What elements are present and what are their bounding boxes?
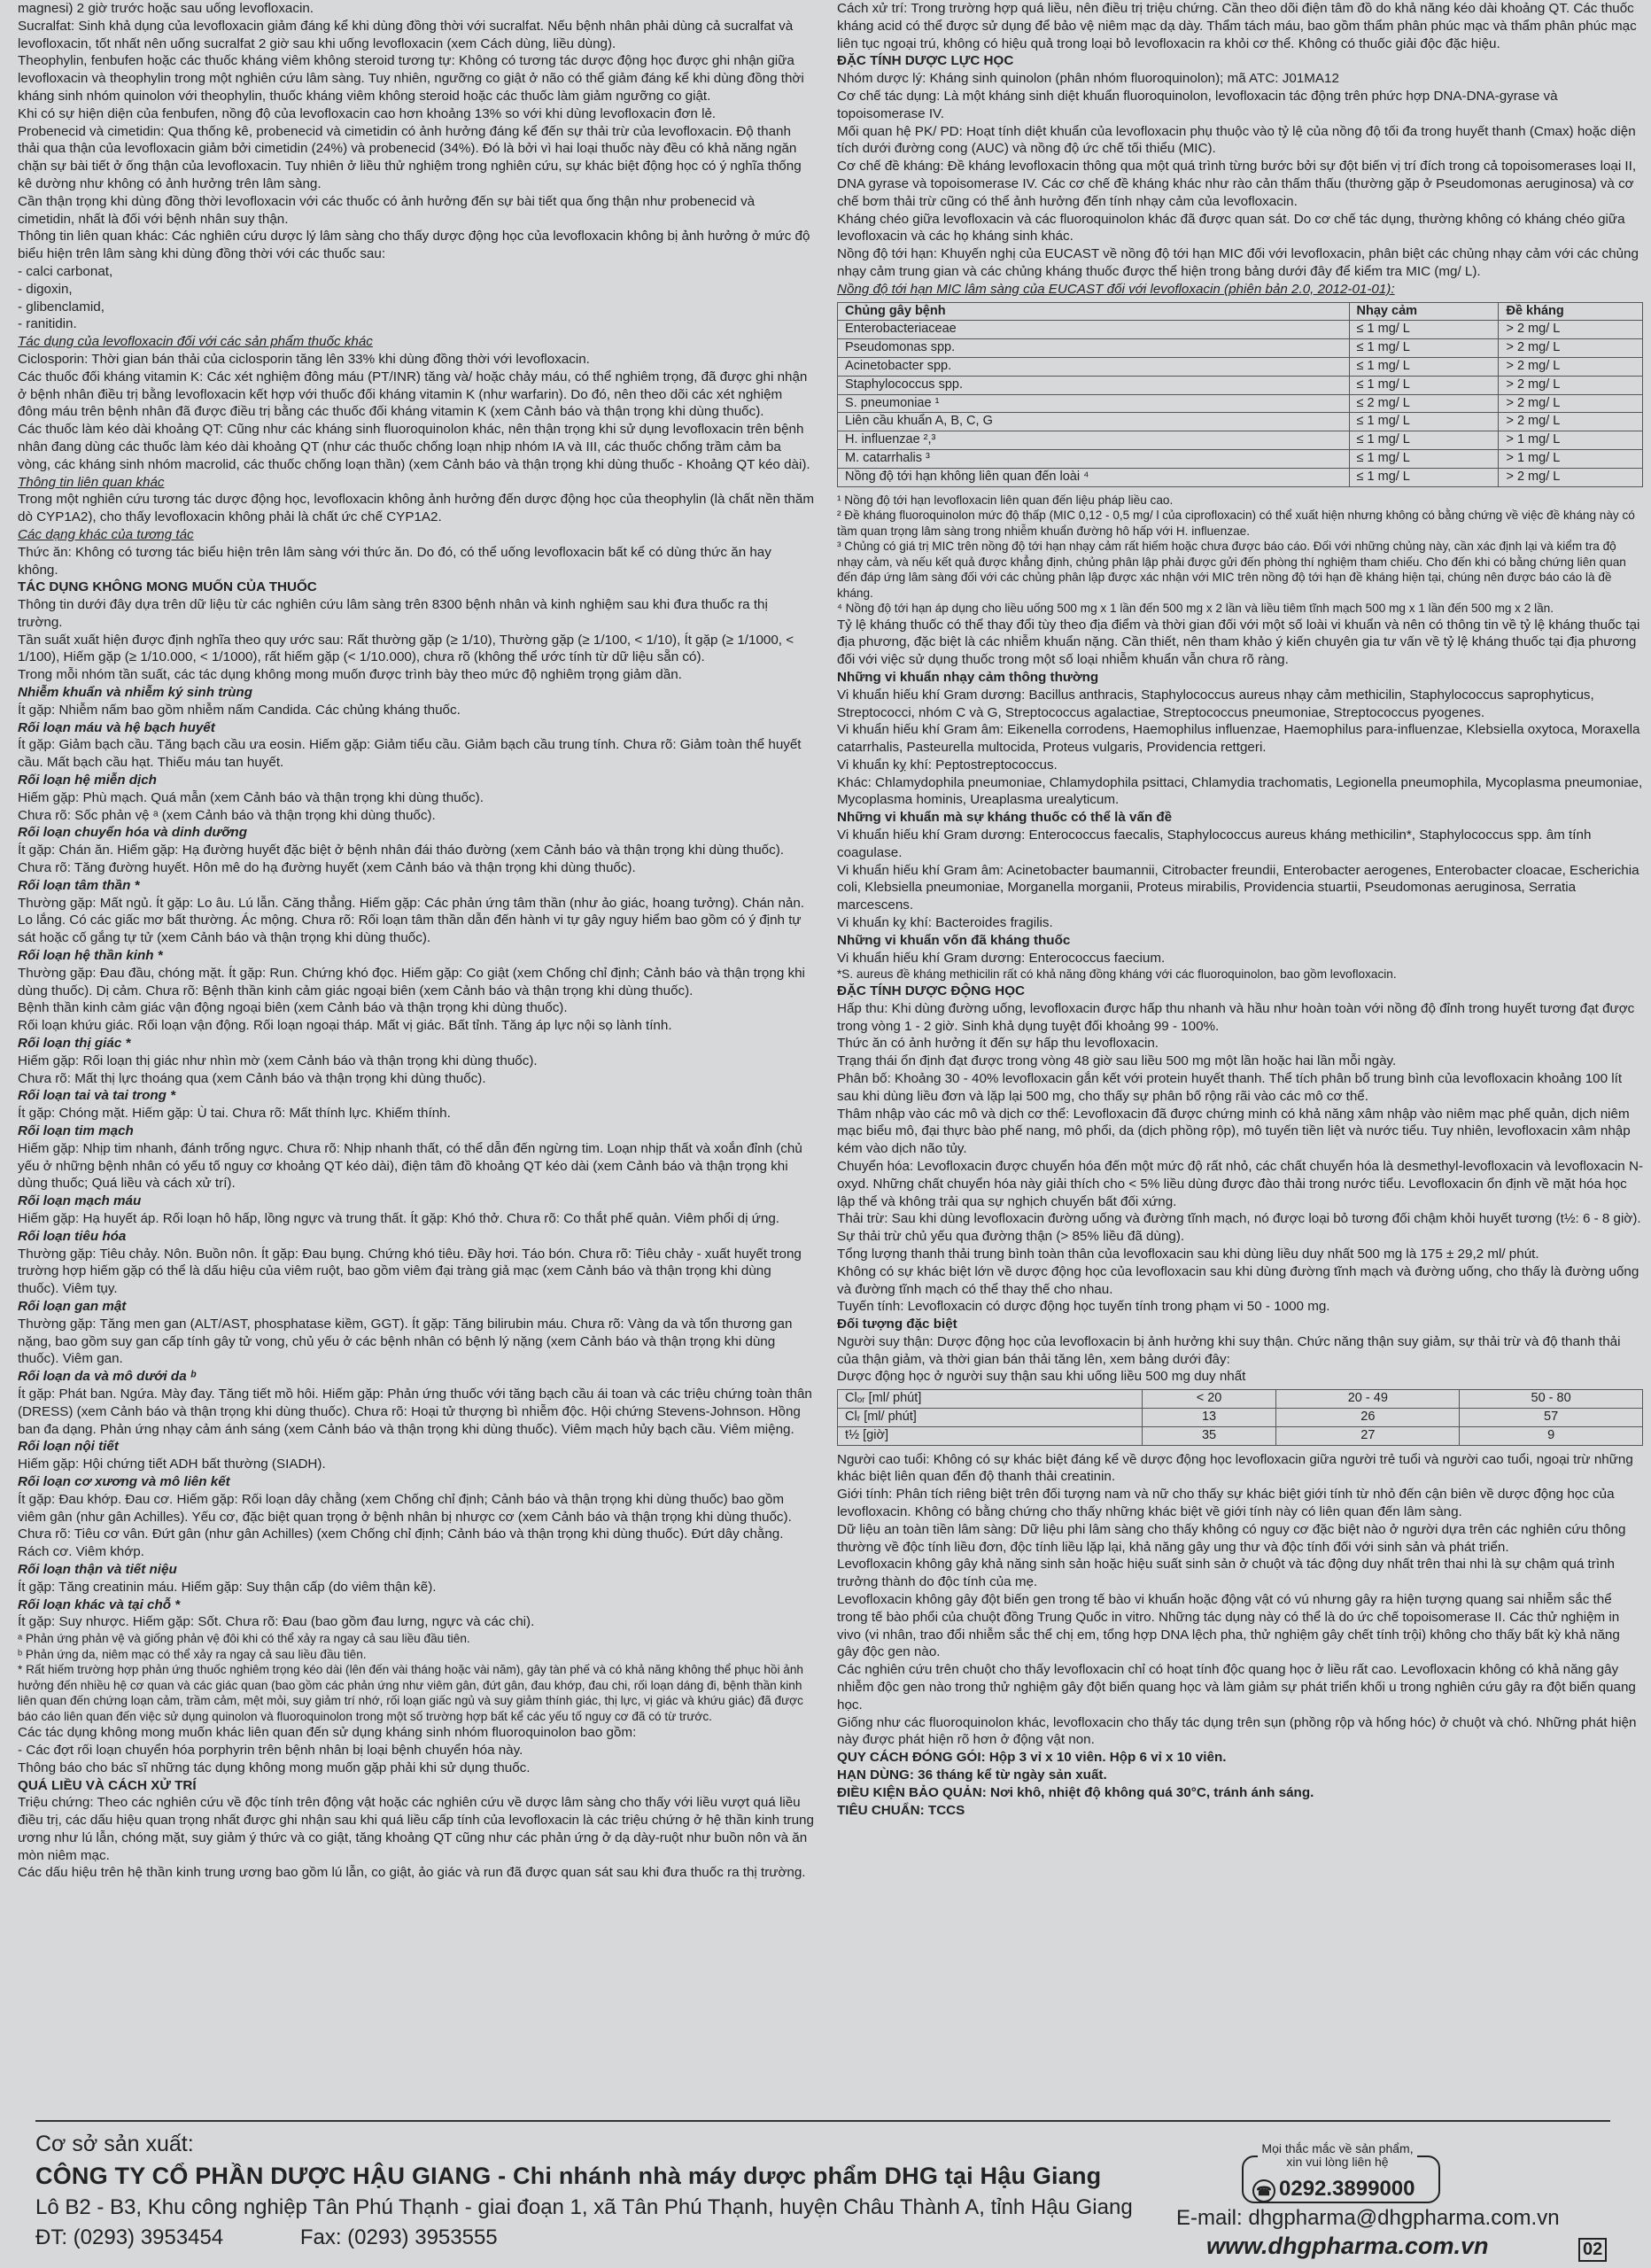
footnote: ⁴ Nồng độ tới hạn áp dụng cho liều uống 500 mg x 1 lần đến 500 mg x 2 lần và liều tiêm tĩnh mạch 500 mg x 1 lần đến 500 mg x 2 lần. [837,602,1554,616]
table-row [838,357,1643,376]
text-paragraph: Sucralfat: Sinh khả dụng của levofloxacin giảm đáng kể khi dùng đồng thời với sucralfat. Nếu bệnh nhân phải dùng cả sucralfat và levofloxacin, tốt nhất nên uống sucralfat 2 giờ sau khi uống levofloxacin (xem Cách dùng, liều dùng). [18,18,794,51]
text-paragraph: Ít gặp: Chán ăn. Hiếm gặp: Hạ đường huyết đặc biệt ở bệnh nhân đái tháo đường (xem Cảnh báo và thận trọng khi dùng thuốc). Chưa rõ: Tăng đường huyết. Hôn mê do hạ đường huyết (xem Cảnh báo và thận trọng khi dùng thuốc). [18,843,784,876]
text-paragraph: Khi có sự hiện diện của fenbufen, nồng độ của levofloxacin cao hơn khoảng 13% so với khi dùng levofloxacin đơn lẻ. [18,105,717,121]
text-paragraph: Ít gặp: Đau khớp. Đau cơ. Hiếm gặp: Rối loạn dây chằng (xem Chống chỉ định; Cảnh báo và thận trọng khi dùng thuốc) bao gồm viêm gân (như gân Achilles). Yếu cơ, đặc biệt quan trọng ở bệnh nhân bị nhược cơ (xem Cảnh báo và thận trọng khi dùng thuốc). Chưa rõ: Tiêu cơ vân. Đứt gân (như gân Achilles) (xem Chống chỉ định; Cảnh báo và thận trọng khi dùng thuốc). Đứt dây chằng. Rách cơ. Viêm khớp. [18,1491,792,1560]
table-cell: Clₒᵣ [ml/ phút] [838,1390,1143,1409]
phone-icon: ☎ [1252,2179,1275,2202]
text-paragraph: Thường gặp: Tiêu chảy. Nôn. Buồn nôn. Ít gặp: Đau bụng. Chứng khó tiêu. Đầy hơi. Táo bón. Chưa rõ: Tiêu chảy - xuất huyết trong trường hợp hiếm gặp có thể là dấu hiệu của viêm ruột, bao gồm viêm đại tràng giả mạc (xem Cảnh báo và thận trọng khi dùng thuốc). Viêm tụy. [18,1246,802,1297]
text-paragraph: Dữ liệu an toàn tiền lâm sàng: Dữ liệu phi lâm sàng cho thấy không có nguy cơ đặc biệt nào ở người dựa trên các nghiên cứu thông thường về độc tính liều đơn, độc tính liều lặp lại, khả năng gây ung thư và độc tính đối với sinh sản và phát triển. [837,1521,1626,1555]
category-heading: Rối loạn mạch máu [18,1193,142,1209]
phone-number: ĐT: (0293) 3953454 [35,2225,224,2249]
packaging-info: QUY CÁCH ĐÓNG GÓI: Hộp 3 vỉ x 10 viên. Hộp 6 vỉ x 10 viên. [837,1750,1227,1766]
category-heading: Rối loạn gan mật [18,1298,127,1314]
text-paragraph: Các thuốc làm kéo dài khoảng QT: Cũng như các kháng sinh fluoroquinolon khác, nên thận trọng khi sử dụng levofloxacin trên bệnh nhân đang dùng các thuốc làm kéo dài khoảng QT (như các thuốc chống loạn nhịp nhóm IA và III, các thuốc chống trầm cảm ba vòng, các kháng sinh nhóm macrolid, các thuốc chống loạn thần) (xem Cảnh báo và thận trọng khi dùng thuốc - Khoảng QT kéo dài). [18,422,810,472]
text-paragraph: Chưa rõ: Sốc phản vệ ᵃ (xem Cảnh báo và thận trọng khi dùng thuốc). [18,807,436,823]
table-caption: Nồng độ tới hạn MIC lâm sàng của EUCAST đối với levofloxacin (phiên bản 2.0, 2012-01-01): [837,281,1395,297]
subsection-title: Những vi khuẩn nhạy cảm thông thường [837,669,1099,685]
text-paragraph: Các nghiên cứu trên chuột cho thấy levofloxacin chỉ có hoạt tính độc quang học ở liều rất cao. Levofloxacin không có khả năng gây nhiễm độc gen nào trong thử nghiệm gây đột biến quang học và làm giảm sự phát triển khối u trong nghiên cứu gây ra đột biến quang học. [837,1662,1636,1713]
mic-breakpoint-table [837,302,1643,487]
text-paragraph: Thông tin dưới đây dựa trên dữ liệu từ các nghiên cứu lâm sàng trên 8300 bệnh nhân và kinh nghiệm sau khi đưa thuốc ra thị trường. [18,597,768,630]
text-paragraph: Khác: Chlamydophila pneumoniae, Chlamydophila psittaci, Chlamydia trachomatis, Legionella pneumophila, Mycoplasma pneumoniae, Mycoplasma hominis, Ureaplasma urealyticum. [837,774,1643,808]
footnote: ᵃ Phản ứng phản vệ và giống phản vệ đôi khi có thể xảy ra ngay cả sau liều đầu tiên. [18,1632,470,1646]
text-paragraph: Nhóm dược lý: Kháng sinh quinolon (phân nhóm fluoroquinolon); mã ATC: J01MA12 [837,71,1339,87]
text-paragraph: - Các đợt rối loạn chuyển hóa porphyrin trên bệnh nhân bị loại bệnh chuyển hóa này. [18,1742,523,1758]
table-row [838,321,1643,339]
footnote: ² Đề kháng fluoroquinolon mức độ thấp (MIC 0,12 - 0,5 mg/ l của ciprofloxacin) có thể xuất hiện nhưng không có bằng chứng về việc đề kháng này có tầm quan trọng lâm sàng trong nhiễm khuẩn đường hô hấp với H. influenzae. [837,509,1635,538]
text-paragraph: Thường gặp: Đau đầu, chóng mặt. Ít gặp: Run. Chứng khó đọc. Hiếm gặp: Co giật (xem Chống chỉ định; Cảnh báo và thận trọng khi dùng thuốc). Dị cảm. Chưa rõ: Bệnh thần kinh cảm giác ngoại biên (xem Cảnh báo và thận trọng khi dùng thuốc). [18,965,805,998]
company-name: CÔNG TY CỔ PHẦN DƯỢC HẬU GIANG - Chi nhánh nhà máy dược phẩm DHG tại Hậu Giang [35,2163,1102,2189]
text-paragraph: Hiếm gặp: Phù mạch. Quá mẫn (xem Cảnh báo và thận trọng khi dùng thuốc). [18,789,484,805]
hotline-note: Mọi thắc mắc về sản phẩm, xin vui lòng liên hệ [1258,2142,1417,2169]
text-paragraph: Hiếm gặp: Rối loạn thị giác như nhìn mờ (xem Cảnh báo và thận trọng khi dùng thuốc). [18,1052,538,1068]
table-cell: > 1 mg/ L [1499,431,1643,450]
text-paragraph: Tuyến tính: Levofloxacin có dược động học tuyến tính trong phạm vi 50 - 1000 mg. [837,1299,1330,1315]
text-paragraph: Giới tính: Phân tích riêng biệt trên đối tượng nam và nữ cho thấy sự khác biệt giới tính từ nhỏ đến cận biên về dược động học của levofloxacin. Không có bằng chứng cho thấy những khác biệt về giới tính này có liên quan đến lâm sàng. [837,1487,1615,1520]
table-cell: ≤ 1 mg/ L [1349,413,1499,431]
hotline [1252,2177,1415,2202]
text-paragraph: Ít gặp: Chóng mặt. Hiếm gặp: Ù tai. Chưa rõ: Mất thính lực. Khiếm thính. [18,1106,451,1122]
text-paragraph: Cách xử trí: Trong trường hợp quá liều, nên điều trị triệu chứng. Cần theo dõi điện tâm đồ do khả năng kéo dài khoảng QT. Các thuốc kháng acid có thể được sử dụng để bảo vệ niêm mạc dạ dày. Thẩm tách máu, bao gồm thẩm phân phúc mạc và thẩm phân phúc mạc liên tục ngoại trú, không có hiệu quả trong loại bỏ levofloxacin ra khỏi cơ thể. Không có thuốc giải độc đặc hiệu. [837,1,1637,51]
hotline-number: 0292.3899000 [1279,2177,1415,2201]
text-paragraph: Trong mỗi nhóm tần suất, các tác dụng không mong muốn được trình bày theo mức độ nghiêm trọng giảm dần. [18,667,682,683]
left-column [18,0,815,1882]
text-paragraph: Các tác dụng không mong muốn khác liên quan đến sử dụng kháng sinh nhóm fluoroquinolon bao gồm: [18,1725,637,1741]
category-heading: Rối loạn thị giác * [18,1036,131,1052]
table-cell: > 1 mg/ L [1499,449,1643,468]
subsection-title: Thông tin liên quan khác [18,474,165,490]
table-cell: ≤ 1 mg/ L [1349,376,1499,394]
category-heading: Rối loạn hệ thần kinh * [18,948,163,964]
text-paragraph: Triệu chứng: Theo các nghiên cứu về độc tính trên động vật hoặc các nghiên cứu về dược lâm sàng cho thấy với liều vượt quá liều điều trị, các dấu hiệu quan trọng nhất được ghi nhận sau khi quá liều cấp tính của levofloxacin là các triệu chứng ở hệ thần kinh trung ương như lú lẫn, chóng mặt, suy giảm ý thức và co giật, tăng khoảng QT cũng như các phản ứng ở dạ dày-ruột như buồn nôn và ăn mòn niêm mạc. [18,1795,814,1863]
section-heading: ĐẶC TÍNH DƯỢC LỰC HỌC [837,53,1014,69]
table-cell: 20 - 49 [1276,1390,1460,1409]
text-paragraph: Nồng độ tới hạn: Khuyến nghị của EUCAST về nồng độ tới hạn MIC đối với levofloxacin, phân biệt các chủng nhạy cảm với các chủng nhạy cảm trung gian và các chủng kháng thuốc được thể hiện trong bảng dưới đây để kiểm tra MIC (mg/ L). [837,246,1639,279]
text-paragraph: Thải trừ: Sau khi dùng levofloxacin đường uống và đường tĩnh mạch, nó được loại bỏ tương đối chậm khỏi huyết tương (t½: 6 - 8 giờ). Sự thải trừ chủ yếu qua đường thận (> 85% liều đã dùng). [837,1211,1641,1245]
text-paragraph: Ciclosporin: Thời gian bán thải của ciclosporin tăng lên 33% khi dùng đồng thời với levofloxacin. [18,351,590,367]
table-cell: > 2 mg/ L [1499,321,1643,339]
table-cell: 35 [1142,1426,1276,1445]
table-cell: ≤ 1 mg/ L [1349,431,1499,450]
text-paragraph: Phân bố: Khoảng 30 - 40% levofloxacin gắn kết với protein huyết thanh. Thể tích phân bố trung bình của levofloxacin khoảng 100 lít sau khi dùng liều đơn và lặp lại 500 mg, cho thấy sự phân bố rộng rãi vào các mô cơ thể. [837,1070,1623,1104]
text-paragraph: Cần thận trọng khi dùng đồng thời levofloxacin với các thuốc có ảnh hưởng đến sự bài tiết qua ống thận như probenecid và cimetidin, nhất là đối với bệnh nhân suy thận. [18,193,756,227]
table-cell: t½ [giờ] [838,1426,1143,1445]
category-heading: Rối loạn thận và tiết niệu [18,1561,177,1577]
storage-info: ĐIỀU KIỆN BẢO QUẢN: Nơi khô, nhiệt độ không quá 30°C, tránh ánh sáng. [837,1784,1314,1800]
table-cell: 50 - 80 [1460,1390,1643,1409]
text-paragraph: Người suy thận: Dược động học của levofloxacin bị ảnh hưởng khi suy thận. Chức năng thận suy giảm, sự thải trừ và độ thanh thải của thận giảm, và thời gian bán thải tăng lên, xem bảng dưới đây: [837,1333,1621,1367]
text-paragraph: Rối loạn khứu giác. Rối loạn vận động. Rối loạn ngoại tháp. Mất vị giác. Bất tỉnh. Tăng áp lực nội sọ lành tính. [18,1018,672,1034]
table-cell: > 2 mg/ L [1499,394,1643,413]
category-heading: Rối loạn da và mô dưới da ᵇ [18,1369,197,1385]
section-heading: TÁC DỤNG KHÔNG MONG MUỐN CỦA THUỐC [18,579,317,595]
text-paragraph: Bệnh thần kinh cảm giác vận động ngoại biên (xem Cảnh báo và thận trọng khi dùng thuốc). [18,1000,568,1016]
text-paragraph: Các dấu hiệu trên hệ thần kinh trung ương bao gồm lú lẫn, co giật, ảo giác và run đã được quan sát sau khi đưa thuốc ra thị trường. [18,1865,806,1881]
category-heading: Rối loạn khác và tại chỗ * [18,1596,181,1612]
page-number: 02 [1578,2238,1607,2262]
producer-label: Cơ sở sản xuất: [35,2132,194,2156]
text-paragraph: Vi khuẩn hiếu khí Gram dương: Enterococcus faecium. [837,950,1166,966]
table-cell: > 2 mg/ L [1499,357,1643,376]
table-cell: 9 [1460,1426,1643,1445]
text-paragraph: Thâm nhập vào các mô và dịch cơ thể: Levofloxacin đã được chứng minh có khả năng xâm nhập vào niêm mạc phế quản, dịch niêm mạc biểu mô, đại thực bào phế nang, mô phổi, da (dịch phồng rộp), mô tuyến tiền liệt và nước tiểu. Tuy nhiên, levofloxacin xâm nhập kém vào dịch não tủy. [837,1106,1631,1157]
table-cell: ≤ 1 mg/ L [1349,321,1499,339]
table-row [838,1409,1643,1427]
right-column [837,0,1643,1819]
footnote: ᵇ Phản ứng da, niêm mạc có thể xảy ra ngay cả sau liều đầu tiên. [18,1647,367,1661]
table-header: Đề kháng [1499,302,1643,321]
text-paragraph: Ít gặp: Tăng creatinin máu. Hiếm gặp: Suy thận cấp (do viêm thận kẽ). [18,1579,437,1595]
subsection-title: Các dạng khác của tương tác [18,526,194,542]
subsection-title: Tác dụng của levofloxacin đối với các sản phẩm thuốc khác [18,334,373,350]
table-cell: Liên cầu khuẩn A, B, C, G [838,413,1350,431]
text-paragraph: Hiếm gặp: Hạ huyết áp. Rối loạn hô hấp, lồng ngực và trung thất. Ít gặp: Khó thở. Chưa rõ: Co thắt phế quản. Viêm phổi dị ứng. [18,1210,779,1226]
text-paragraph: Levofloxacin không gây khả năng sinh sản hoặc hiệu suất sinh sản ở chuột và tác động duy nhất trên thai nhi là sự chậm quá trình trưởng thành do độc tính của mẹ. [837,1557,1615,1590]
text-paragraph: Cơ chế đề kháng: Đề kháng levofloxacin thông qua một quá trình từng bước bởi sự đột biến vị trí đích trong cả topoisomerases loại II, DNA gyrase và topoisomerase IV. Các cơ chế đề kháng khác như rào cản thấm thấu (thường gặp ở Pseudomonas aeruginosa) và cơ chế bơm thải trừ cũng có thể ảnh hưởng đến tính nhạy cảm của levofloxacin. [837,159,1637,209]
text-paragraph: Vi khuẩn hiếu khí Gram âm: Eikenella corrodens, Haemophilus influenzae, Haemophilus para-influenzae, Klebsiella oxytoca, Moraxella catarrhalis, Pasteurella multocida, Proteus vulgaris, Providencia rettgeri. [837,722,1640,756]
category-heading: Rối loạn tiêu hóa [18,1228,127,1244]
text-paragraph: Ít gặp: Phát ban. Ngứa. Mày đay. Tăng tiết mồ hôi. Hiếm gặp: Phản ứng thuốc với tăng bạch cầu ái toan và các triệu chứng toàn thân (DRESS) (xem Cảnh báo và thận trọng khi dùng thuốc). Chưa rõ: Hoại tử thượng bì nhiễm độc. Hội chứng Stevens-Johnson. Hồng ban đa dạng. Phản ứng nhạy cảm ánh sáng (xem Cảnh báo và thận trọng khi dùng thuốc). Viêm mạch hủy bạch cầu. Viêm miệng. [18,1386,812,1437]
footnote: * Rất hiếm trường hợp phản ứng thuốc nghiêm trọng kéo dài (lên đến vài tháng hoặc vài năm), gây tàn phế và có khả năng không thể phục hồi ảnh hưởng đến nhiều hệ cơ quan và các giác quan (bao gồm các phản ứng như viêm gân, đứt gân, đau khớp, đau chi, rối loạn dáng đi, bệnh thần kinh liên quan đến chứng loạn cảm, trầm cảm, mệt mỏi, suy giảm trí nhớ, rối loạn giấc ngủ và suy giảm thính giác, thị lực, vị giác và khứu giác) đã được báo cáo liên quan đến việc sử dụng quinolon và fluoroquinolon trong một số trường hợp bất kể các yếu tố nguy cơ đã có từ trước. [18,1663,803,1723]
text-paragraph: Các thuốc đối kháng vitamin K: Các xét nghiệm đông máu (PT/INR) tăng và/ hoặc chảy máu, có thể nghiêm trọng, đã được ghi nhận ở bệnh nhân điều trị bằng levofloxacin kết hợp với thuốc đối kháng vitamin K (như warfarin). Do đó, nên theo dõi các xét nghiệm đông máu trên bệnh nhân đã được điều trị bằng các thuốc đối kháng vitamin K (xem Cảnh báo và thận trọng khi dùng thuốc). [18,369,808,420]
table-header: Nhạy cảm [1349,302,1499,321]
text-paragraph: Không có sự khác biệt lớn về dược động học của levofloxacin sau khi dùng đường tĩnh mạch và đường uống, cho thấy là đường uống và đường tĩnh mạch có thể thay thế cho nhau. [837,1263,1639,1297]
text-paragraph: Người cao tuổi: Không có sự khác biệt đáng kể về dược động học levofloxacin giữa người trẻ tuổi và người cao tuổi, ngoại trừ những khác biệt liên quan đến độ thanh thải creatinin. [837,1451,1633,1485]
text-paragraph: Hiếm gặp: Hội chứng tiết ADH bất thường (SIADH). [18,1456,326,1472]
table-header: Chủng gây bệnh [838,302,1350,321]
table-cell: Enterobacteriaceae [838,321,1350,339]
table-row [838,376,1643,394]
text-paragraph: magnesi) 2 giờ trước hoặc sau uống levofloxacin. [18,1,314,16]
table-cell: ≤ 1 mg/ L [1349,357,1499,376]
subsection-title: Những vi khuẩn mà sự kháng thuốc có thể là vấn đề [837,810,1173,826]
standard-info: TIÊU CHUẨN: TCCS [837,1802,965,1818]
shelf-life-info: HẠN DÙNG: 36 tháng kể từ ngày sản xuất. [837,1767,1107,1783]
text-paragraph: Vi khuẩn kỵ khí: Peptostreptococcus. [837,757,1058,773]
contact-numbers [35,2225,569,2250]
table-cell: S. pneumoniae ¹ [838,394,1350,413]
table-row [838,339,1643,358]
text-paragraph: Thông tin liên quan khác: Các nghiên cứu dược lý lâm sàng cho thấy dược động học của levofloxacin không bị ảnh hưởng ở mức độ biểu hiện trên lâm sàng khi dùng đồng thời với các thuốc sau: [18,229,810,262]
category-heading: Rối loạn nội tiết [18,1439,119,1455]
footnote: ³ Chủng có giá trị MIC trên nồng độ tới hạn nhạy cảm rất hiếm hoặc chưa được báo cáo. Đối với những chủng này, cần xác định lại và kiểm tra độ nhạy cảm, và nếu kết quả được khẳng định, chủng phân lập phải được gửi đến phòng thí nghiệm tham chiếu. Cho đến khi có bằng chứng liên quan đến đáp ứng lâm sàng đối với các chủng phân lập được xác nhận với MIC trên nồng độ tới hạn đề kháng hiện tại, chúng nên được báo cáo là đề kháng. [837,540,1626,600]
text-paragraph: Mối quan hệ PK/ PD: Hoạt tính diệt khuẩn của levofloxacin phụ thuộc vào tỷ lệ của nồng độ tối đa trong huyết thanh (Cmax) hoặc diện tích dưới đường cong (AUC) và nồng độ ức chế tối thiểu (MIC). [837,123,1636,157]
table-cell: ≤ 1 mg/ L [1349,449,1499,468]
text-paragraph: Chuyển hóa: Levofloxacin được chuyển hóa đến một mức độ rất nhỏ, các chất chuyển hóa là desmethyl-levofloxacin và levofloxacin N-oxyd. Những chất chuyển hóa này giải thích cho < 5% liều dùng được đào thải trong nước tiểu. Levofloxacin ổn định về mặt hóa học lập thể và không trải qua sự nghịch chuyển bất đối xứng. [837,1158,1643,1209]
text-paragraph: Ít gặp: Nhiễm nấm bao gồm nhiễm nấm Candida. Các chủng kháng thuốc. [18,702,461,718]
text-paragraph: Levofloxacin không gây đột biến gen trong tế bào vi khuẩn hoặc động vật có vú nhưng gây ra hiện tượng quang sai nhiễm sắc thể trong tế bào phổi của chuột đồng Trung Quốc in vitro. Những tác dụng này có thể là do ức chế topoisomerase II. Các thử nghiệm in vivo (vi nhân, trao đổi nhiễm sắc thể chị em, tổng hợp DNA lệch pha, thử nghiệm gây chết tính trội) không cho thấy bất kỳ khả năng gây độc gen nào. [837,1592,1620,1660]
footer-divider [35,2120,1610,2122]
section-heading: QUÁ LIỀU VÀ CÁCH XỬ TRÍ [18,1777,197,1793]
table-row [838,468,1643,486]
text-paragraph: Tỷ lệ kháng thuốc có thể thay đổi tùy theo địa điểm và thời gian đối với một số loài vi khuẩn và nên có thông tin về tỷ lệ kháng thuốc tại địa phương, đặc biệt là các nhiễm khuẩn nặng. Cần thiết, nên tham khảo ý kiến chuyên gia tư vấn về tỷ lệ kháng thuốc tại địa phương đối với việc sử dụng thuốc trong một số loại nhiễm khuẩn vẫn chưa rõ ràng. [837,617,1640,668]
text-paragraph: Thông báo cho bác sĩ những tác dụng không mong muốn gặp phải khi sử dụng thuốc. [18,1759,531,1775]
table-caption: Dược động học ở người suy thận sau khi uống liều 500 mg duy nhất [837,1369,1246,1385]
table-cell: ≤ 2 mg/ L [1349,394,1499,413]
table-row [838,431,1643,450]
text-paragraph: Ít gặp: Giảm bạch cầu. Tăng bạch cầu ưa eosin. Hiếm gặp: Giảm tiểu cầu. Giảm bạch cầu trung tính. Chưa rõ: Giảm toàn thể huyết cầu. Mất bạch cầu hạt. Thiếu máu tan huyết. [18,737,802,771]
list-item: - glibenclamid, [18,299,105,315]
text-paragraph: Hiếm gặp: Nhịp tim nhanh, đánh trống ngực. Chưa rõ: Nhịp nhanh thất, có thể dẫn đến ngừng tim. Loạn nhịp thất và xoắn đỉnh (chủ yếu ở những bệnh nhân có yếu tố nguy cơ khoảng QT kéo dài), điện tâm đồ khoảng QT kéo dài (xem Cảnh báo và thận trọng khi dùng thuốc; Quá liều và cách xử trí). [18,1140,802,1192]
subsection-title: Đối tượng đặc biệt [837,1317,957,1332]
text-paragraph: Chưa rõ: Mất thị lực thoáng qua (xem Cảnh báo và thận trọng khi dùng thuốc). [18,1070,486,1086]
fax-number: Fax: (0293) 3953555 [299,2225,498,2249]
table-cell: 13 [1142,1409,1276,1427]
website-link[interactable]: www.dhgpharma.com.vn [1206,2233,1489,2259]
text-paragraph: Cơ chế tác dụng: Là một kháng sinh diệt khuẩn fluoroquinolon, levofloxacin tác động trên phức hợp DNA-DNA-gyrase và topoisomerase IV. [837,88,1558,121]
table-cell: Staphylococcus spp. [838,376,1350,394]
text-paragraph: Thức ăn có ảnh hưởng ít đến sự hấp thu levofloxacin. [837,1036,1159,1052]
text-paragraph: Vi khuẩn kỵ khí: Bacteroides fragilis. [837,915,1053,931]
table-row [838,1390,1643,1409]
email-address: E-mail: dhgpharma@dhgpharma.com.vn [1176,2206,1560,2230]
category-heading: Rối loạn tâm thần * [18,877,140,893]
text-paragraph: Theophylin, fenbufen hoặc các thuốc kháng viêm không steroid tương tự: Không có tương tác dược động học được ghi nhận giữa levofloxacin và theophylin trong một nghiên cứu lâm sàng. Tuy nhiên, ngưỡng co giật ở não có thể giảm đáng kể khi dùng đồng thời kháng sinh nhóm quinolon với theophylin, thuốc kháng viêm không steroid hoặc các thuốc làm giảm ngưỡng co giật. [18,53,804,104]
category-heading: Rối loạn tai và tai trong * [18,1088,176,1104]
list-item: - digoxin, [18,281,73,297]
text-paragraph: Thức ăn: Không có tương tác biểu hiện trên lâm sàng với thức ăn. Do đó, có thể uống levofloxacin bất kể có dùng thức ăn hay không. [18,544,771,578]
table-cell: Nồng độ tới hạn không liên quan đến loài ⁴ [838,468,1350,486]
category-heading: Rối loạn tim mạch [18,1123,134,1138]
table-cell: M. catarrhalis ³ [838,449,1350,468]
table-cell: 57 [1460,1409,1643,1427]
text-paragraph: Probenecid và cimetidin: Qua thống kê, probenecid và cimetidin có ảnh hưởng đáng kể đến sự thải trừ của levofloxacin. Độ thanh thải qua thận của levofloxacin giảm bởi cimetidin (24%) và probenecid (34%). Đó là bởi vì hai loại thuốc này đều có khả năng ngăn chặn sự bài tiết ở ống thận của levofloxacin. Tuy nhiên ở liều thử nghiệm trong nghiên cứu, sự khác biệt động học có ý nghĩa thống kê dường như không có ảnh hưởng trên lâm sàng. [18,123,802,191]
text-paragraph: Kháng chéo giữa levofloxacin và các fluoroquinolon khác đã được quan sát. Do cơ chế tác dụng, thường không có kháng chéo giữa levofloxacin và các họ kháng sinh khác. [837,211,1625,245]
company-address: Lô B2 - B3, Khu công nghiệp Tân Phú Thạnh - giai đoạn 1, xã Tân Phú Thạnh, huyện Châu Thành A, tỉnh Hậu Giang [35,2195,1133,2219]
category-heading: Rối loạn máu và hệ bạch huyết [18,719,215,735]
table-cell: Acinetobacter spp. [838,357,1350,376]
section-heading: ĐẶC TÍNH DƯỢC ĐỘNG HỌC [837,983,1026,998]
category-heading: Rối loạn chuyển hóa và dinh dưỡng [18,825,247,841]
subsection-title: Những vi khuẩn vốn đã kháng thuốc [837,932,1071,948]
table-cell: Pseudomonas spp. [838,339,1350,358]
text-paragraph: Giống như các fluoroquinolon khác, levofloxacin cho thấy tác dụng trên sụn (phồng rộp và hổng hóc) ở chuột và chó. Những phát hiện này được phát hiện rõ hơn ở động vật non. [837,1714,1637,1748]
footnote: *S. aureus đề kháng methicilin rất có khả năng đồng kháng với các fluoroquinolon, bao gồm levofloxacin. [837,967,1397,982]
category-heading: Rối loạn hệ miễn dịch [18,773,157,788]
text-paragraph: Tổng lượng thanh thải trung bình toàn thân của levofloxacin sau khi dùng liều duy nhất 500 mg là 175 ± 29,2 ml/ phút. [837,1246,1539,1262]
table-cell: 26 [1276,1409,1460,1427]
table-cell: > 2 mg/ L [1499,376,1643,394]
list-item: - ranitidin. [18,316,77,332]
footnote: ¹ Nồng độ tới hạn levofloxacin liên quan đến liệu pháp liều cao. [837,493,1174,507]
text-paragraph: Vi khuẩn hiếu khí Gram âm: Acinetobacter baumannii, Citrobacter freundii, Enterobacter aerogenes, Enterobacter cloacae, Escherichia coli, Klebsiella pneumoniae, Morganella morganii, Proteus mirabilis, Providencia stuartii, Pseudomonas aeruginosa, Serratia marcescens. [837,862,1639,913]
table-cell: 27 [1276,1426,1460,1445]
text-paragraph: Tần suất xuất hiện được định nghĩa theo quy ước sau: Rất thường gặp (≥ 1/10), Thường gặp (≥ 1/100, < 1/10), Ít gặp (≥ 1/1000, < 1/100), Hiếm gặp (≥ 1/10.000, < 1/1000), rất hiếm gặp (< 1/10.000), chưa rõ (không thể ước tính từ dữ liệu sẵn có). [18,632,794,665]
table-row [838,449,1643,468]
table-cell: H. influenzae ²,³ [838,431,1350,450]
text-paragraph: Ít gặp: Suy nhược. Hiếm gặp: Sốt. Chưa rõ: Đau (bao gồm đau lưng, ngực và các chi). [18,1614,535,1630]
text-paragraph: Hấp thu: Khi dùng đường uống, levofloxacin được hấp thu nhanh và hầu như hoàn toàn với nồng độ đỉnh trong huyết tương đạt được trong vòng 1 - 2 giờ. Sinh khả dụng tuyệt đối khoảng 99 - 100%. [837,1000,1635,1034]
table-row [838,413,1643,431]
table-cell: > 2 mg/ L [1499,339,1643,358]
table-row [838,394,1643,413]
table-cell: > 2 mg/ L [1499,468,1643,486]
text-paragraph: Thường gặp: Tăng men gan (ALT/AST, phosphatase kiềm, GGT). Ít gặp: Tăng bilirubin máu. Chưa rõ: Vàng da và tổn thương gan nặng, bao gồm suy gan cấp tính gây tử vong, chủ yếu ở các bệnh nhân có bệnh lý nặng (xem Cảnh báo và thận trọng khi dùng thuốc). Viêm gan. [18,1316,793,1367]
table-header-row [838,302,1643,321]
category-heading: Nhiễm khuẩn và nhiễm ký sinh trùng [18,685,252,701]
text-paragraph: Trong một nghiên cứu tương tác dược động học, levofloxacin không ảnh hưởng đến dược động học của theophylin (là chất nền thăm dò CYP1A2), cho thấy levofloxacin không phải là chất ức chế CYP1A2. [18,492,814,525]
table-cell: ≤ 1 mg/ L [1349,468,1499,486]
text-paragraph: Vi khuẩn hiếu khí Gram dương: Enterococcus faecalis, Staphylococcus aureus kháng methicilin*, Staphylococcus spp. âm tính coagulase. [837,827,1592,860]
table-cell: > 2 mg/ L [1499,413,1643,431]
table-cell: ≤ 1 mg/ L [1349,339,1499,358]
category-heading: Rối loạn cơ xương và mô liên kết [18,1473,230,1489]
text-paragraph: Trạng thái ổn định đạt được trong vòng 48 giờ sau liều 500 mg một lần hoặc hai lần mỗi ngày. [837,1053,1397,1069]
table-row [838,1426,1643,1445]
list-item: - calci carbonat, [18,263,113,279]
text-paragraph: Thường gặp: Mất ngủ. Ít gặp: Lo âu. Lú lẫn. Căng thẳng. Hiếm gặp: Các phản ứng tâm thần (như ảo giác, hoang tưởng). Chán nản. Lo lắng. Có các giấc mơ bất thường. Ác mộng. Chưa rõ: Rối loạn tâm thần dẫn đến hành vi tự gây nguy hiểm bao gồm có ý định tự sát hoặc cố gắng tự tử (xem Cảnh báo và thận trọng khi dùng thuốc). [18,895,805,946]
table-cell: Clᵣ [ml/ phút] [838,1409,1143,1427]
text-paragraph: Vi khuẩn hiếu khí Gram dương: Bacillus anthracis, Staphylococcus aureus nhạy cảm methicilin, Staphylococcus saprophyticus, Streptococci, nhóm C và G, Streptococcus agalactiae, Streptococcus pneumoniae, Streptococcus pyogenes. [837,687,1594,720]
table-cell: < 20 [1142,1390,1276,1409]
renal-pk-table [837,1389,1643,1445]
